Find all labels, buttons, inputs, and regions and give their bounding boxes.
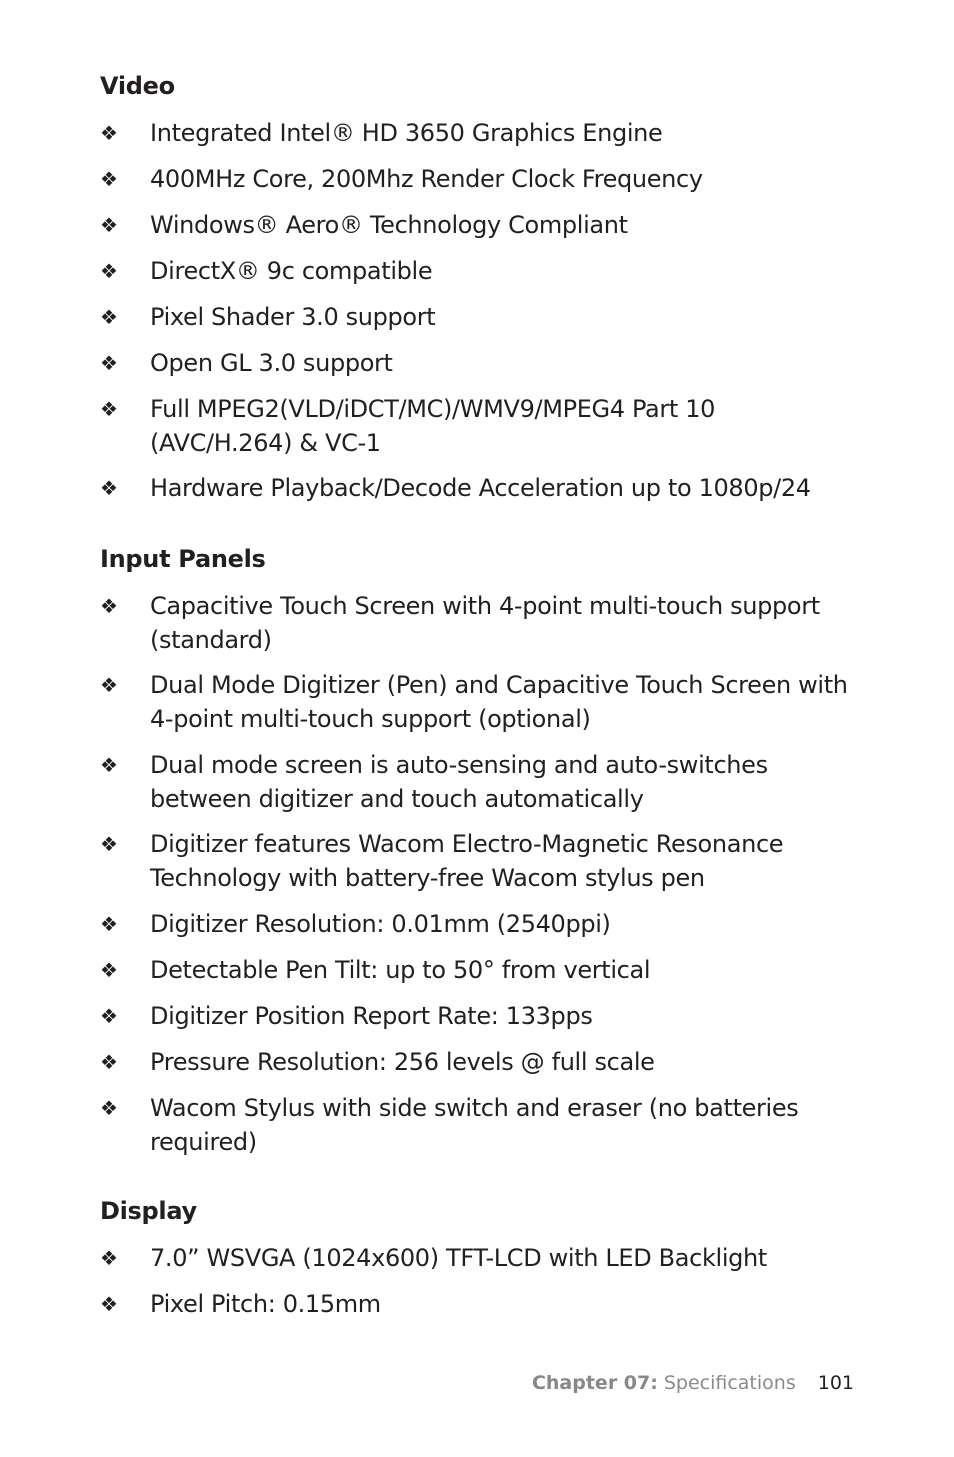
bullet-icon: ❖	[100, 1050, 118, 1074]
bullet-icon: ❖	[100, 958, 118, 982]
section-heading-display: Display	[100, 1197, 197, 1225]
footer-chapter: Chapter 07:	[531, 1372, 658, 1394]
list-item-text: Full MPEG2(VLD/iDCT/MC)/WMV9/MPEG4 Part 10 (AVC/H.264) & VC-1	[150, 395, 716, 457]
bullet-icon: ❖	[100, 305, 118, 329]
bullet-icon: ❖	[100, 1292, 118, 1316]
page-number: 101	[817, 1372, 854, 1394]
list-item-text: Dual Mode Digitizer (Pen) and Capacitive Touch Screen with 4-point multi-touch support (optional)	[150, 671, 848, 733]
list-item-text: Windows® Aero® Technology Compliant	[150, 211, 628, 239]
list-item-text: Pressure Resolution: 256 levels @ full scale	[150, 1048, 655, 1076]
bullet-icon: ❖	[100, 476, 118, 500]
bullet-icon: ❖	[100, 594, 118, 618]
bullet-icon: ❖	[100, 121, 118, 145]
list-item-text: Hardware Playback/Decode Acceleration up to 1080p/24	[150, 474, 811, 502]
section-heading-input-panels: Input Panels	[100, 545, 266, 573]
list-item-text: DirectX® 9c compatible	[150, 257, 433, 285]
list-item-text: 400MHz Core, 200Mhz Render Clock Frequency	[150, 165, 703, 193]
page-footer	[532, 1368, 854, 1398]
list-item-text: Dual mode screen is auto-sensing and auto-switches between digitizer and touch automatically	[150, 751, 768, 813]
bullet-icon: ❖	[100, 912, 118, 936]
list-item-text: Pixel Pitch: 0.15mm	[150, 1290, 381, 1318]
bullet-icon: ❖	[100, 1004, 118, 1028]
bullet-icon: ❖	[100, 259, 118, 283]
list-item-text: Pixel Shader 3.0 support	[150, 303, 436, 331]
bullet-icon: ❖	[100, 397, 118, 421]
bullet-icon: ❖	[100, 673, 118, 697]
bullet-icon: ❖	[100, 753, 118, 777]
list-item-text: Capacitive Touch Screen with 4-point multi-touch support (standard)	[150, 592, 820, 654]
section-heading-video: Video	[100, 72, 175, 100]
footer-section-name: Specifications	[663, 1372, 796, 1394]
list-item-text: Open GL 3.0 support	[150, 349, 393, 377]
bullet-icon: ❖	[100, 213, 118, 237]
list-item-text: Digitizer Resolution: 0.01mm (2540ppi)	[150, 910, 611, 938]
bullet-icon: ❖	[100, 351, 118, 375]
list-item-text: Digitizer features Wacom Electro-Magnetic Resonance Technology with battery-free Wacom stylus pen	[150, 830, 784, 892]
list-item-text: Wacom Stylus with side switch and eraser (no batteries required)	[150, 1094, 799, 1156]
list-item-text: Detectable Pen Tilt: up to 50° from vertical	[150, 956, 651, 984]
list-item-text: 7.0” WSVGA (1024x600) TFT-LCD with LED Backlight	[150, 1244, 767, 1272]
bullet-icon: ❖	[100, 167, 118, 191]
list-item-text: Digitizer Position Report Rate: 133pps	[150, 1002, 593, 1030]
bullet-icon: ❖	[100, 1246, 118, 1270]
list-item-text: Integrated Intel® HD 3650 Graphics Engine	[150, 119, 663, 147]
bullet-icon: ❖	[100, 1096, 118, 1120]
bullet-icon: ❖	[100, 832, 118, 856]
